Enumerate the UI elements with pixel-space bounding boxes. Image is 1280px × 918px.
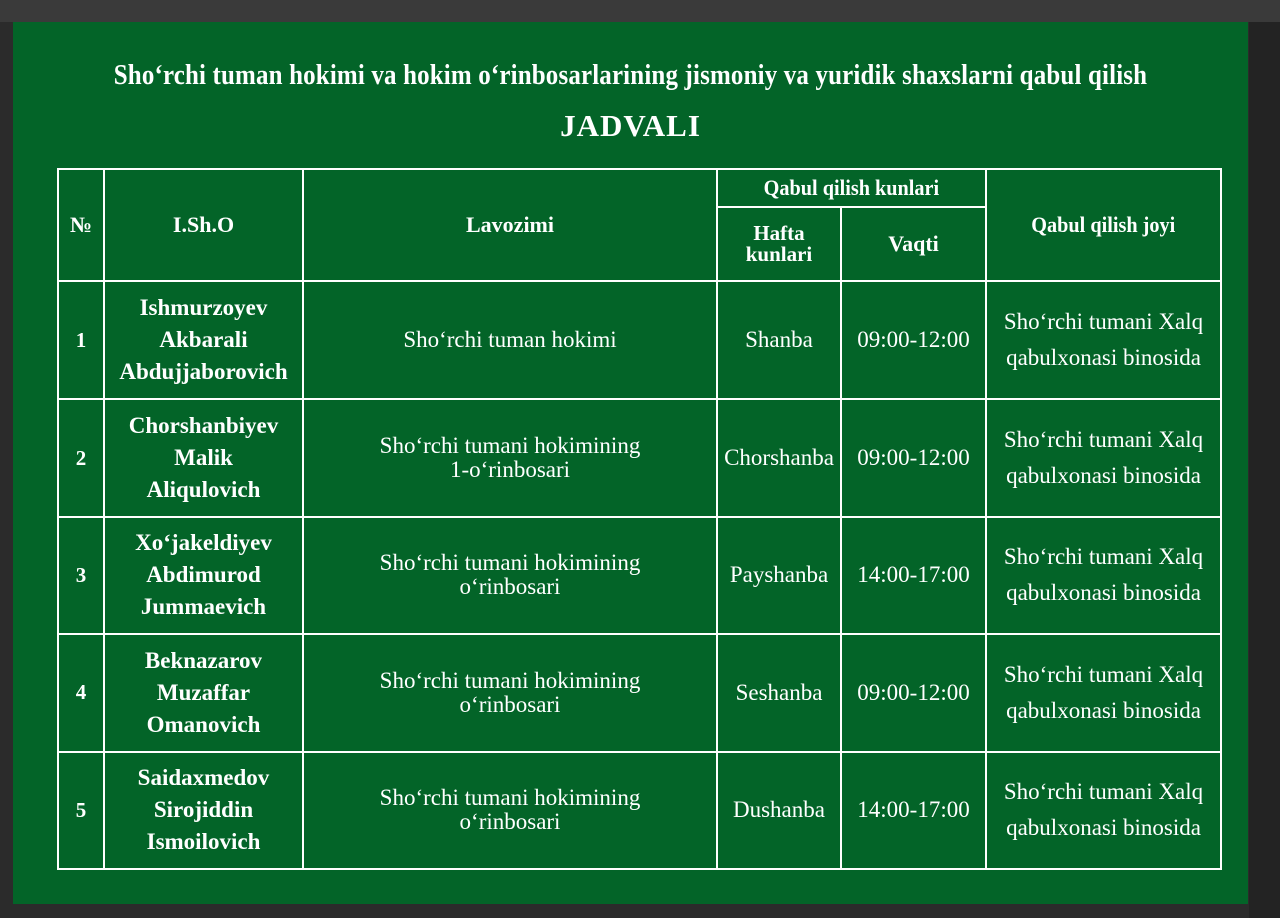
person-position	[303, 752, 717, 869]
row-number: 4	[58, 634, 104, 751]
person-name-line: Saidaxmedov	[137, 765, 270, 791]
reception-schedule-table	[57, 168, 1222, 870]
person-name-line: Ismoilovich	[146, 829, 261, 855]
row-number: 1	[58, 281, 104, 399]
reception-time: 09:00-12:00	[841, 399, 986, 516]
document-subtitle: JADVALI	[560, 108, 701, 143]
place-line: qabulxonasi binosida	[1006, 815, 1201, 841]
person-name-line: Chorshanbiyev	[128, 413, 279, 439]
position-line: Sho‘rchi tuman hokimi	[403, 327, 617, 353]
reception-weekday: Chorshanba	[717, 399, 841, 516]
reception-time: 14:00-17:00	[841, 752, 986, 869]
reception-place	[986, 281, 1221, 399]
reception-weekday: Seshanba	[717, 634, 841, 751]
reception-weekday: Dushanba	[717, 752, 841, 869]
person-name	[104, 399, 303, 516]
header-name: I.Sh.O	[104, 169, 303, 281]
header-number: №	[58, 169, 104, 281]
person-name-line: Jummaevich	[140, 594, 267, 620]
position-line: Sho‘rchi tumani hokimining	[379, 785, 641, 811]
person-name	[104, 517, 303, 634]
position-line: o‘rinbosari	[459, 809, 561, 835]
person-name-line: Muzaffar	[156, 679, 251, 705]
place-line: qabulxonasi binosida	[1006, 345, 1201, 371]
table-row	[58, 634, 1221, 751]
person-name-line: Abdujjaborovich	[119, 359, 288, 385]
person-name-line: Aliqulovich	[146, 477, 261, 503]
person-position	[303, 399, 717, 516]
reception-time: 09:00-12:00	[841, 634, 986, 751]
place-line: Sho‘rchi tumani Xalq	[1003, 427, 1204, 453]
person-name	[104, 281, 303, 399]
row-number: 2	[58, 399, 104, 516]
person-name-line: Beknazarov	[144, 647, 263, 673]
position-line: Sho‘rchi tumani hokimining	[379, 667, 641, 693]
position-line: o‘rinbosari	[459, 574, 561, 600]
place-line: Sho‘rchi tumani Xalq	[1003, 661, 1204, 687]
reception-place	[986, 634, 1221, 751]
place-line: qabulxonasi binosida	[1006, 697, 1201, 723]
position-line: 1-o‘rinbosari	[449, 457, 571, 483]
row-number: 5	[58, 752, 104, 869]
position-line: o‘rinbosari	[459, 691, 561, 717]
top-frame	[0, 0, 1280, 22]
schedule-board	[13, 22, 1248, 904]
person-position	[303, 281, 717, 399]
position-line: Sho‘rchi tumani hokimining	[379, 550, 641, 576]
person-name-line: Sirojiddin	[153, 797, 254, 823]
table-row	[58, 517, 1221, 634]
reception-place	[986, 752, 1221, 869]
right-frame	[1249, 22, 1280, 918]
header-weekdays	[717, 207, 841, 281]
place-line: qabulxonasi binosida	[1006, 580, 1201, 606]
person-name	[104, 752, 303, 869]
place-line: Sho‘rchi tumani Xalq	[1003, 779, 1204, 805]
person-name-line: Xo‘jakeldiyev	[135, 530, 272, 556]
reception-place	[986, 517, 1221, 634]
place-line: qabulxonasi binosida	[1006, 463, 1201, 489]
row-number: 3	[58, 517, 104, 634]
table-row	[58, 399, 1221, 516]
header-position: Lavozimi	[303, 169, 717, 281]
person-position	[303, 517, 717, 634]
reception-time: 14:00-17:00	[841, 517, 986, 634]
person-position	[303, 634, 717, 751]
header-place: Qabul qilish joyi	[986, 169, 1221, 281]
document-title: Sho‘rchi tuman hokimi va hokim o‘rinbosarlarining jismoniy va yuridik shaxslarni qabul qilish	[113, 59, 1148, 91]
person-name-line: Abdimurod	[146, 562, 261, 588]
table-row	[58, 752, 1221, 869]
reception-weekday: Shanba	[717, 281, 841, 399]
person-name-line: Malik	[174, 445, 233, 471]
reception-place	[986, 399, 1221, 516]
place-line: Sho‘rchi tumani Xalq	[1003, 309, 1204, 335]
person-name	[104, 634, 303, 751]
table-row	[58, 281, 1221, 399]
position-line: Sho‘rchi tumani hokimining	[379, 433, 641, 459]
person-name-line: Akbarali	[159, 327, 248, 353]
header-weekdays-line2: kunlari	[745, 242, 813, 266]
header-reception-days: Qabul qilish kunlari	[717, 169, 986, 207]
person-name-line: Ishmurzoyev	[139, 295, 268, 321]
reception-time: 09:00-12:00	[841, 281, 986, 399]
person-name-line: Omanovich	[146, 711, 261, 737]
place-line: Sho‘rchi tumani Xalq	[1003, 544, 1204, 570]
reception-weekday: Payshanba	[717, 517, 841, 634]
header-weekdays-line1: Hafta	[753, 221, 805, 245]
header-time: Vaqti	[841, 207, 986, 281]
